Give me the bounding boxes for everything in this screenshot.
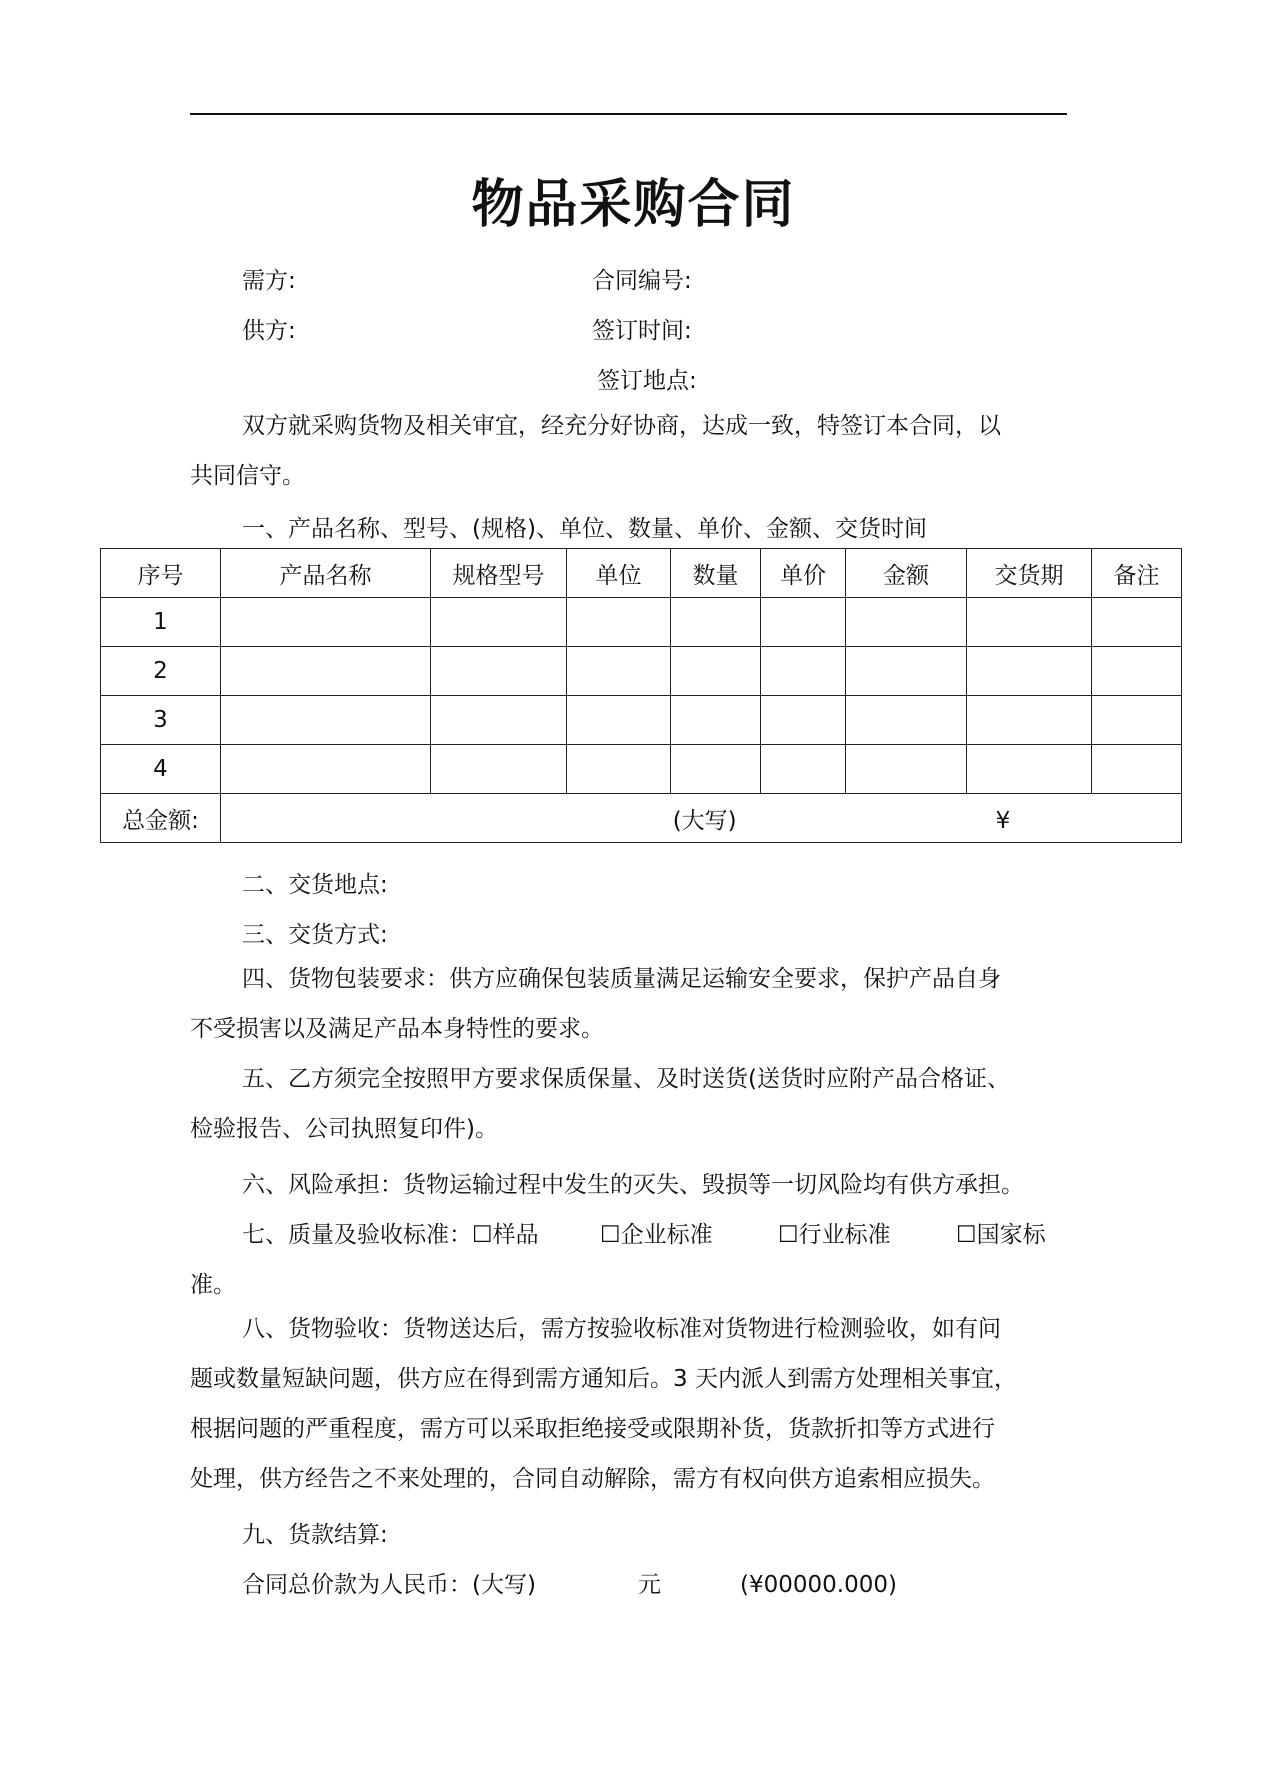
document-title: 物品采购合同 (471, 175, 796, 235)
table-cell (221, 745, 431, 794)
table-cell (1092, 696, 1182, 745)
col-header-product: 产品名称 (221, 549, 431, 598)
table-cell (1092, 745, 1182, 794)
table-cell (1092, 598, 1182, 647)
col-header-remark: 备注 (1092, 549, 1182, 598)
row-number: 1 (101, 598, 221, 647)
table-cell (846, 598, 967, 647)
demander-field: 需方: (242, 268, 296, 294)
col-header-spec: 规格型号 (431, 549, 567, 598)
table-row (101, 696, 1182, 745)
col-header-qty: 数量 (671, 549, 761, 598)
checkbox-national-standard[interactable]: ☐国家标 (956, 1222, 1046, 1248)
table-cell (967, 745, 1092, 794)
payment-label: 合同总价款为人民币：(大写) (242, 1572, 536, 1598)
section-8-line-2: 题或数量短缺问题，供方应在得到需方通知后。3 天内派人到需方处理相关事宜， (190, 1366, 1017, 1392)
table-cell (967, 598, 1092, 647)
col-header-unit: 单位 (567, 549, 671, 598)
section-6-risk: 六、风险承担：货物运输过程中发生的灭失、毁损等一切风险均有供方承担。 (242, 1172, 1024, 1198)
table-cell (431, 647, 567, 696)
items-table (100, 548, 1182, 843)
total-value-cell (221, 794, 1182, 843)
table-cell (761, 647, 846, 696)
table-row (101, 745, 1182, 794)
section-8-line-1: 八、货物验收：货物送达后，需方按验收标准对货物进行检测验收，如有问 (242, 1316, 1001, 1342)
row-number: 4 (101, 745, 221, 794)
table-cell (221, 696, 431, 745)
table-cell (967, 696, 1092, 745)
col-header-amount: 金额 (846, 549, 967, 598)
table-cell (967, 647, 1092, 696)
table-cell (567, 598, 671, 647)
table-cell (221, 647, 431, 696)
payment-amount: (¥00000.000) (740, 1572, 897, 1598)
checkbox-industry-standard[interactable]: ☐行业标准 (778, 1222, 891, 1248)
section-5-line-1: 五、乙方须完全按照甲方要求保质保量、及时送货(送货时应附产品合格证、 (242, 1066, 1010, 1092)
intro-line-1: 双方就采购货物及相关审宜，经充分好协商，达成一致，特签订本合同，以 (242, 413, 1001, 439)
table-cell (671, 696, 761, 745)
table-cell (671, 647, 761, 696)
total-label: 总金额: (101, 794, 221, 843)
table-cell (846, 745, 967, 794)
col-header-price: 单价 (761, 549, 846, 598)
table-cell (431, 696, 567, 745)
table-cell (671, 598, 761, 647)
section-1-heading: 一、产品名称、型号、(规格)、单位、数量、单价、金额、交货时间 (242, 516, 927, 542)
table-cell (431, 745, 567, 794)
section-3-delivery-method: 三、交货方式: (242, 922, 388, 948)
total-capital: (大写) (672, 807, 737, 834)
col-header-no: 序号 (101, 549, 221, 598)
section-8-line-4: 处理，供方经告之不来处理的，合同自动解除，需方有权向供方追索相应损失。 (190, 1466, 995, 1492)
section-8-acceptance (190, 1304, 1070, 1504)
table-cell (431, 598, 567, 647)
total-row (101, 794, 1182, 843)
supplier-field: 供方: (242, 318, 296, 344)
section-7-continuation: 准。 (190, 1272, 236, 1298)
checkbox-sample[interactable]: ☐样品 (472, 1222, 539, 1248)
table-cell (761, 745, 846, 794)
sign-time-field: 签订时间: (592, 318, 692, 344)
row-number: 3 (101, 696, 221, 745)
checkbox-enterprise-standard[interactable]: ☐企业标准 (600, 1222, 713, 1248)
payment-unit: 元 (638, 1572, 661, 1598)
section-4-line-2: 不受损害以及满足产品本身特性的要求。 (190, 1016, 604, 1042)
section-5-quality (190, 1054, 1070, 1154)
row-number: 2 (101, 647, 221, 696)
intro-paragraph (190, 401, 1070, 501)
table-cell (1092, 647, 1182, 696)
table-cell (567, 745, 671, 794)
table-header-row (101, 549, 1182, 598)
section-9-payment: 九、货款结算: (242, 1522, 388, 1548)
table-cell (567, 647, 671, 696)
section-2-delivery-place: 二、交货地点: (242, 872, 388, 898)
section-7-standards (242, 1216, 1046, 1249)
table-cell (761, 598, 846, 647)
table-cell (671, 745, 761, 794)
table-cell (846, 696, 967, 745)
payment-line (242, 1566, 897, 1599)
table-row (101, 647, 1182, 696)
sign-place-field: 签订地点: (597, 368, 697, 394)
section-4-line-1: 四、货物包装要求：供方应确保包装质量满足运输安全要求，保护产品自身 (242, 966, 1001, 992)
table-cell (567, 696, 671, 745)
intro-line-2: 共同信守。 (190, 463, 305, 489)
section-4-packaging (190, 954, 1070, 1054)
section-5-line-2: 检验报告、公司执照复印件)。 (190, 1116, 498, 1142)
table-cell (761, 696, 846, 745)
header-rule (190, 113, 1067, 115)
total-yuan-symbol: ¥ (995, 807, 1011, 834)
table-cell (846, 647, 967, 696)
col-header-delivery: 交货期 (967, 549, 1092, 598)
table-cell (221, 598, 431, 647)
section-8-line-3: 根据问题的严重程度，需方可以采取拒绝接受或限期补货，货款折扣等方式进行 (190, 1416, 995, 1442)
section-7-label: 七、质量及验收标准： (242, 1222, 472, 1248)
table-row (101, 598, 1182, 647)
contract-number-field: 合同编号: (592, 268, 692, 294)
